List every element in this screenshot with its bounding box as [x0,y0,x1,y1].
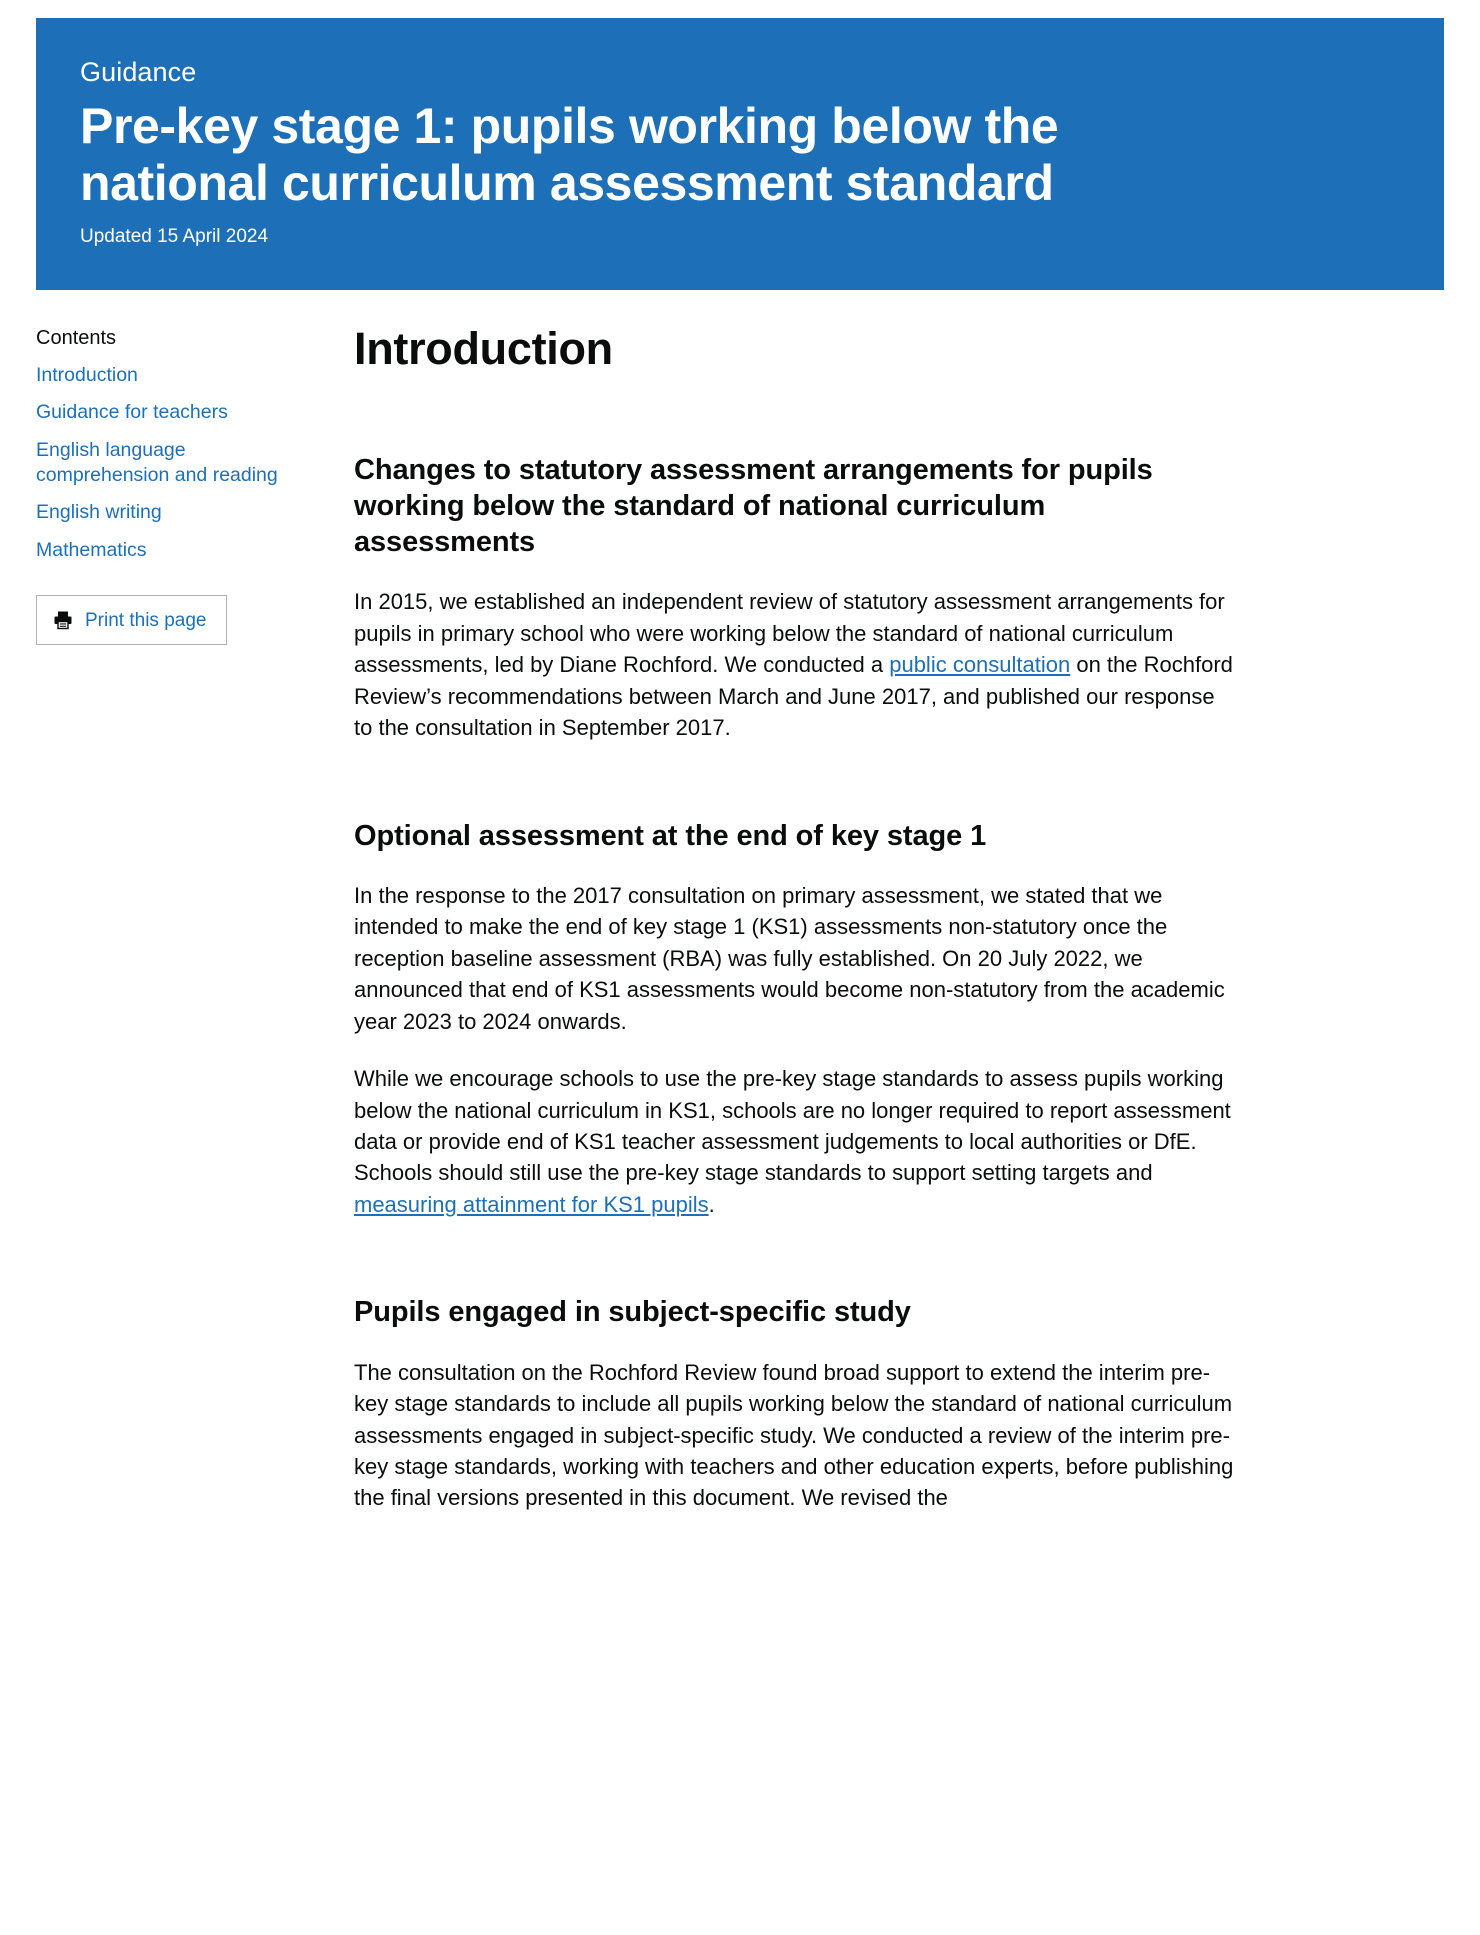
section-heading: Pupils engaged in subject-specific study [354,1296,911,1329]
banner-title: Pre-key stage 1: pupils working below the national curriculum assessment standard [80,98,1059,211]
page-root [0,18,1480,1574]
sidebar-item-english-writing[interactable]: English writing [36,501,162,524]
paragraph: In the response to the 2017 consultation on primary assessment, we stated that we intended to make the end of key stage 1 (KS1) assessments non-statutory once the reception baseline assessment (RBA) was fully established. On 20 July 2022, we announced that end of KS1 assessments would become non-statutory from the academic year 2023 to 2024 onwards. [354,882,1225,1034]
contents-list [36,363,308,563]
paragraph-text: . [708,1191,715,1217]
section-pupils-engaged-in-subject-specific-study [354,1294,1384,1514]
banner-updated-date: Updated 15 April 2024 [80,226,269,248]
content-wrapper [0,290,1480,1574]
main-content [308,290,1444,1574]
sidebar-item-introduction[interactable]: Introduction [36,364,138,387]
contents-heading: Contents [36,327,117,350]
print-this-page-button[interactable] [36,595,227,645]
list-item [36,538,308,563]
paragraph-text: In 2015, we established an independent review of statutory assessment arrangements for pupils in primary school who were working below the standard of national curriculum assessments, led by Diane Rochford. We conducted a [354,589,1225,678]
section-changes-to-statutory-assessment-arrangements [354,452,1384,744]
printer-icon [53,610,73,630]
paragraph-text: While we encourage schools to use the pre-key stage standards to assess pupils working below the national curriculum in KS1, schools are no longer required to report assessment data or provide end of KS1 teacher assessment judgements to local authorities or DfE. Schools should still use the pre-key stage standards to support setting targets and [354,1066,1231,1186]
section-heading: Changes to statutory assessment arrangements for pupils working below the standard of national curriculum assessments [354,453,1153,559]
contents-sidebar [36,290,308,645]
sidebar-item-guidance-for-teachers[interactable]: Guidance for teachers [36,401,228,424]
public-consultation-link[interactable]: public consultation [889,652,1071,678]
list-item [36,438,308,489]
list-item [36,400,308,425]
banner-kicker: Guidance [80,57,197,87]
print-button-label: Print this page [85,609,207,631]
paragraph [354,586,1234,743]
paragraph-text: on the Rochford Review’s recommendations between March and June 2017, and published our response to the consultation in September 2017. [354,652,1233,741]
measuring-attainment-ks1-link[interactable]: measuring attainment for KS1 pupils [354,1191,709,1217]
paragraph: The consultation on the Rochford Review found broad support to extend the interim pre-key stage standards to include all pupils working below the standard of national curriculum assessments engaged in subject-specific study. We conducted a review of the interim pre-key stage standards, working with teachers and other education experts, before publishing the final versions presented in this document. We revised the [354,1359,1234,1511]
page-title: Introduction [354,323,613,375]
list-item [36,363,308,388]
sidebar-item-english-language-comprehension-and-reading[interactable]: English language comprehension and reading [36,438,278,487]
section-heading: Optional assessment at the end of key stage 1 [354,819,987,852]
paragraph [354,1063,1234,1220]
page-banner [36,18,1444,290]
section-optional-assessment-end-of-key-stage-1 [354,818,1384,1221]
list-item [36,500,308,525]
sidebar-item-mathematics[interactable]: Mathematics [36,538,147,561]
